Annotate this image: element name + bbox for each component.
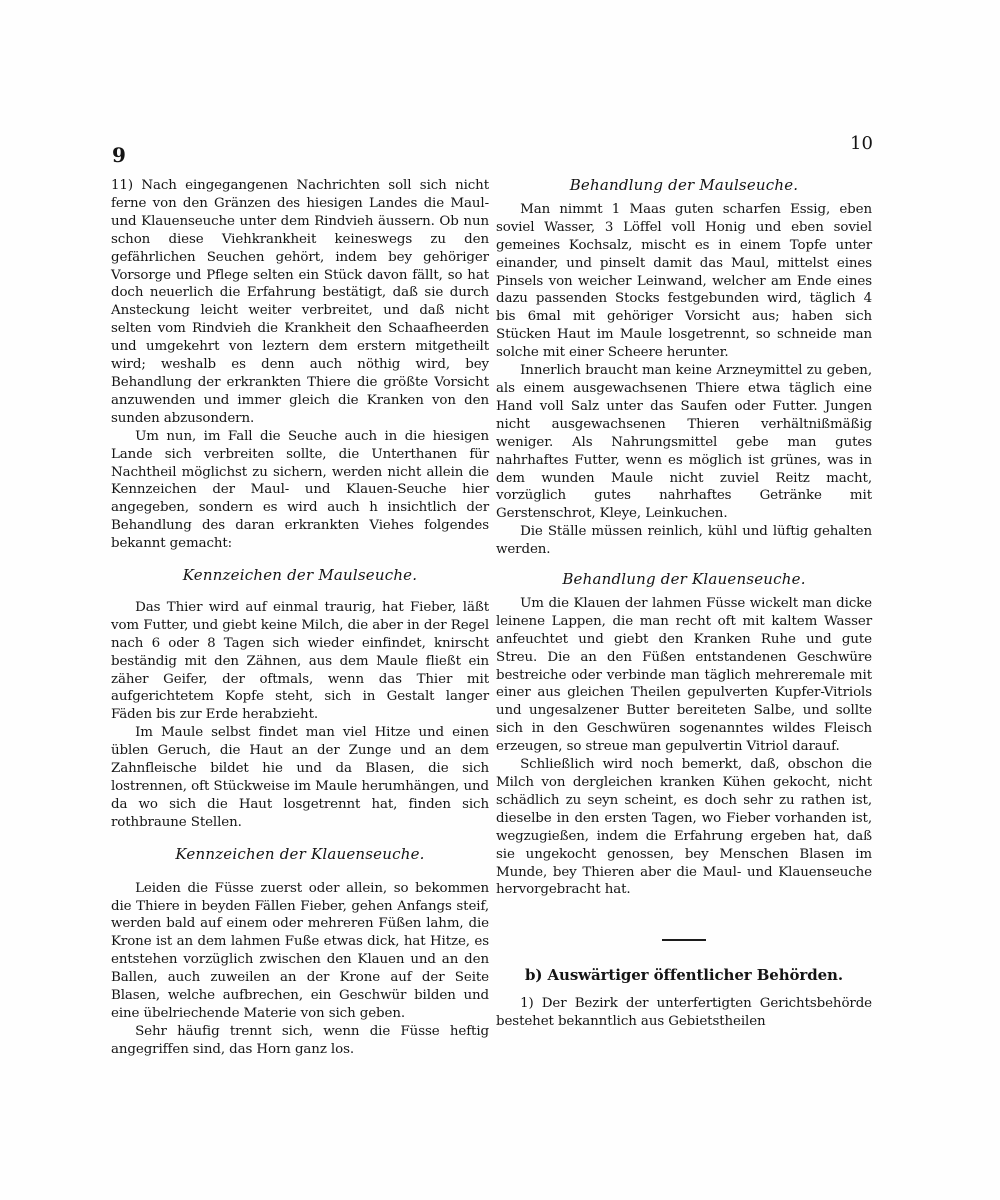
heading-behandlung-maulseuche: Behandlung der Maulseuche.	[569, 176, 799, 194]
paragraph-maul-treatment-2: Innerlich braucht man keine Arzneymittel zu geben, als einem ausgewachsenen Thiere etwa täglich eine Hand voll Salz unter das Saufen oder Futter. Jungen nicht ausgewachsenen Thieren verhältnißmäßig weniger. Als Nahrungsmittel gebe man gutes nahrhaftes Futter, wenn es möglich ist grünes, was in dem wunden Maule nicht zuviel Reitz macht, vorzüglich gutes nahrhaftes Getränke mit Gerstenschrot, Kleye, Leinkuchen.	[496, 363, 872, 522]
heading-auswaertige-behoerden: b) Auswärtiger öffentlicher Behörden.	[524, 966, 843, 985]
paragraph-intro-2: Um nun, im Fall die Seuche auch in die hiesigen Lande sich verbreiten sollte, die Unterthanen für Nachtheil möglichst zu sichern, werden nicht allein die Kennzeichen der Maul- und Klauen-Seuche hier angegeben, sondern es wird auch h insichtlich der Behandlung des daran erkrankten Viehes folgendes bekannt gemacht:	[111, 428, 489, 552]
corner-mark: 9	[112, 143, 126, 167]
paragraph-klauen-treatment-2: Schließlich wird noch bemerkt, daß, obschon die Milch von dergleichen kranken Kühen gekocht, nicht schädlich zu seyn scheint, es doch sehr zu rathen ist, dieselbe in den ersten Tagen, wo Fieber vorhanden ist, wegzugießen, indem die Erfahrung ergeben hat, daß sie ungekocht genossen, bey Menschen Blasen im Munde, bey Thieren aber die Maul- und Klauenseuche hervorgebracht hat.	[496, 757, 872, 898]
page-number: 10	[850, 133, 873, 154]
heading-kennzeichen-maulseuche: Kennzeichen der Maulseuche.	[182, 566, 418, 585]
right-column	[496, 177, 872, 1031]
heading-kennzeichen-klauenseuche: Kennzeichen der Klauenseuche.	[175, 844, 425, 863]
paragraph-klauen-treatment-1: Um die Klauen der lahmen Füsse wickelt man dicke leinene Lappen, die man recht oft mit kaltem Wasser anfeuchtet und giebt den Kranken Ruhe und gute Streu. Die an den Füßen entstandenen Geschwüre bestreiche oder verbinde man täglich mehreremale mit einer aus gleichen Theilen gepulverten Kupfer-Vitriols und ungesalzener Butter bereiteten Salbe, und sollte sich in den Geschwüren sogenanntes wildes Fleisch erzeugen, so streue man gepulvertin Vitriol darauf.	[496, 595, 872, 755]
paragraph-maul-2: Im Maule selbst findet man viel Hitze und einen üblen Geruch, die Haut an der Zunge und an dem Zahnfleische bildet hie und da Blasen, die sich lostrennen, oft Stückweise im Maule herumhängen, und da wo sich die Haut losgetrennt hat, finden sich rothbraune Stellen.	[111, 725, 489, 830]
paragraph-klauen-1: Leiden die Füsse zuerst oder allein, so bekommen die Thiere in beyden Fällen Fieber, gehen Anfangs steif, werden bald auf einem oder mehreren Füßen lahm, die Krone ist an dem lahmen Fuße etwas dick, hat Hitze, es entstehen vorzüglich zwischen den Klauen und an den Ballen, auch zuweilen an der Krone auf der Seite Blasen, welche aufbrechen, ein Geschwür bilden und eine übelriechende Materie von sich geben.	[111, 880, 489, 1021]
heading-behandlung-klauenseuche: Behandlung der Klauenseuche.	[562, 570, 806, 589]
left-column	[111, 177, 489, 1059]
section-divider	[662, 939, 706, 941]
paragraph-intro-1: 11) Nach eingegangenen Nachrichten soll sich nicht ferne von den Gränzen des hiesigen Landes die Maul- und Klauenseuche unter dem Rindvieh äussern. Ob nun schon diese Viehkrankheit keineswegs zu den gefährlichen Seuchen gehört, indem bey gehöriger Vorsorge und Pflege selten ein Stück davon fällt, so hat doch neuerlich die Erfahrung bestätigt, daß sie durch Ansteckung leicht weiter verbreitet, und daß nicht selten vom Rindvieh die Krankheit den Schaafheerden und umgekehrt von leztern dem erstern mitgetheilt wird; weshalb es denn auch nöthig wird, bey Behandlung der erkrankten Thiere die größte Vorsicht anzuwenden und immer gleich die Kranken von den sunden abzusondern.	[111, 178, 489, 426]
paragraph-maul-treatment-3: Die Ställe müssen reinlich, kühl und lüftig gehalten werden.	[496, 524, 872, 558]
paragraph-maul-treatment-1: Man nimmt 1 Maas guten scharfen Essig, eben soviel Wasser, 3 Löffel voll Honig und eben soviel gemeines Kochsalz, mischt es in einem Topfe unter einander, und pinselt damit das Maul, mittelst eines Pinsels von weicher Leinwand, welcher am Ende eines dazu passenden Stocks festgebunden wird, täglich 4 bis 6mal mit gehöriger Vorsicht aus; haben sich Stücken Haut im Maule losgetrennt, so schneide man solche mit einer Scheere herunter.	[496, 201, 872, 361]
paragraph-maul-1: Das Thier wird auf einmal traurig, hat Fieber, läßt vom Futter, und giebt keine Milch, die aber in der Regel nach 6 oder 8 Tagen sich wieder einfindet, knirscht beständig mit den Zähnen, aus dem Maule fließt ein zäher Geifer, der oftmals, wenn das Thier mit aufgerichtetem Kopfe steht, sich in Gestalt langer Fäden bis zur Erde herabzieht.	[111, 599, 489, 723]
paragraph-klauen-2: Sehr häufig trennt sich, wenn die Füsse heftig angegriffen sind, das Horn ganz los.	[111, 1023, 489, 1057]
paragraph-section-b-1: 1) Der Bezirk der unterfertigten Gerichtsbehörde bestehet bekanntlich aus Gebietstheilen	[496, 996, 872, 1030]
